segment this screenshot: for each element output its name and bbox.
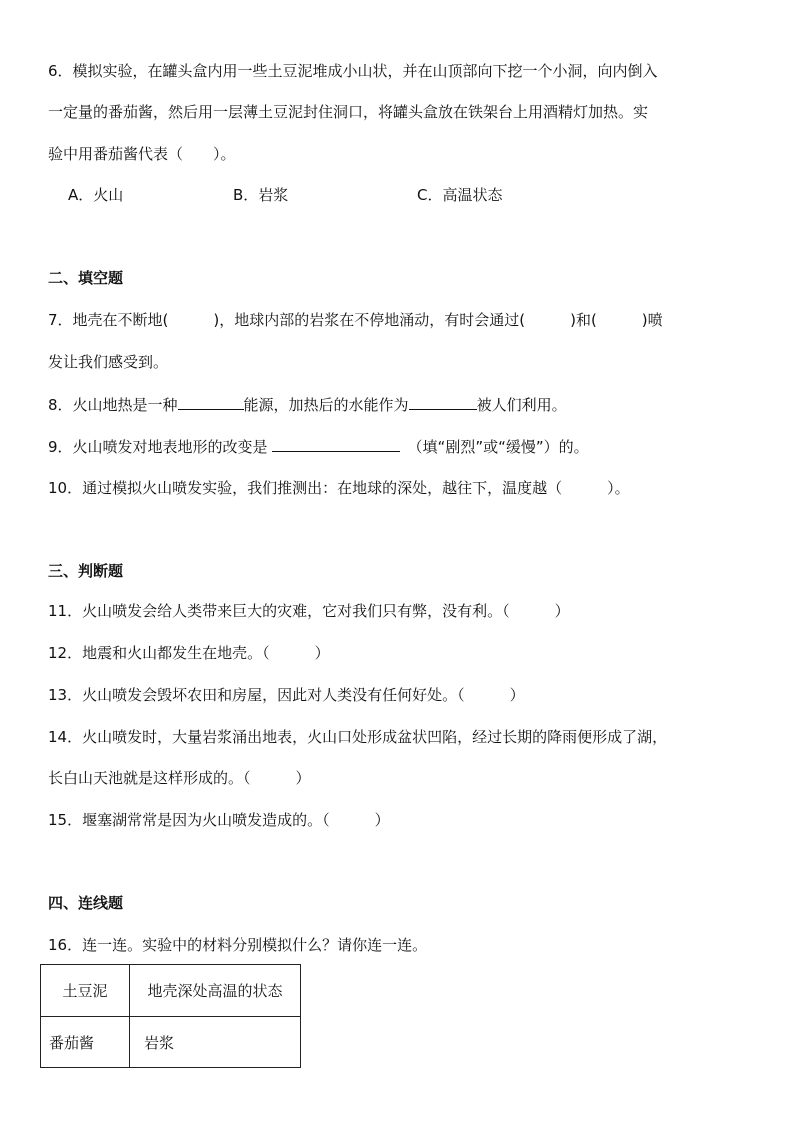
q8-text-a: 8．火山地热是一种 [48, 396, 178, 414]
q14-line-2: 长白山天池就是这样形成的。（ ） [48, 769, 311, 787]
q13: 13．火山喷发会毁坏农田和房屋，因此对人类没有任何好处。（ ） [48, 686, 525, 704]
section-4-heading: 四、连线题 [48, 894, 124, 912]
section-3-heading: 三、判断题 [48, 562, 124, 580]
table-row [41, 1017, 301, 1068]
q10: 10．通过模拟火山喷发实验，我们推测出：在地球的深处，越往下，温度越（ ）。 [48, 479, 630, 497]
q7-line-1: 7．地壳在不断地( )，地球内部的岩浆在不停地涌动，有时会通过( )和( )喷 [48, 311, 663, 329]
q6-option-c[interactable]: C．高温状态 [417, 186, 503, 204]
section-2-heading: 二、填空题 [48, 269, 124, 287]
table-cell-meaning[interactable]: 岩浆 [130, 1017, 301, 1068]
q9 [48, 435, 589, 458]
table-cell-material[interactable]: 土豆泥 [41, 965, 130, 1017]
table-row [41, 965, 301, 1017]
q8-blank-2[interactable] [409, 393, 477, 410]
q7-line-2: 发让我们感受到。 [48, 353, 169, 371]
matching-table [40, 964, 301, 1068]
table-cell-meaning[interactable]: 地壳深处高温的状态 [130, 965, 301, 1017]
q15: 15．堰塞湖常常是因为火山喷发造成的。（ ） [48, 811, 390, 829]
q8-text-c: 被人们利用。 [476, 396, 567, 414]
q8-text-b: 能源，加热后的水能作为 [243, 396, 409, 414]
q6-options [68, 184, 768, 208]
q16: 16．连一连。实验中的材料分别模拟什么？请你连一连。 [48, 936, 428, 954]
q6-line-2: 一定量的番茄酱，然后用一层薄土豆泥封住洞口，将罐头盒放在铁架台上用酒精灯加热。实 [48, 103, 649, 121]
q6-line-3: 验中用番茄酱代表（ ）。 [48, 145, 236, 163]
q11: 11．火山喷发会给人类带来巨大的灾难，它对我们只有弊，没有利。（ ） [48, 602, 570, 620]
table-cell-material[interactable]: 番茄酱 [41, 1017, 130, 1068]
q9-text-a: 9．火山喷发对地表地形的改变是 [48, 438, 268, 456]
q9-text-b: （填“剧烈”或“缓慢”）的。 [407, 438, 589, 456]
q12: 12．地震和火山都发生在地壳。（ ） [48, 644, 330, 662]
q8-blank-1[interactable] [178, 393, 244, 410]
q9-blank[interactable] [272, 435, 400, 452]
q8 [48, 393, 567, 416]
q14-line-1: 14．火山喷发时，大量岩浆涌出地表，火山口处形成盆状凹陷，经过长期的降雨便形成了湖， [48, 728, 668, 746]
q6-option-a[interactable]: A．火山 [68, 186, 124, 204]
q6-line-1: 6．模拟实验，在罐头盒内用一些土豆泥堆成小山状，并在山顶部向下挖一个小洞，向内倒入 [48, 62, 658, 80]
q6-option-b[interactable]: B．岩浆 [233, 186, 289, 204]
